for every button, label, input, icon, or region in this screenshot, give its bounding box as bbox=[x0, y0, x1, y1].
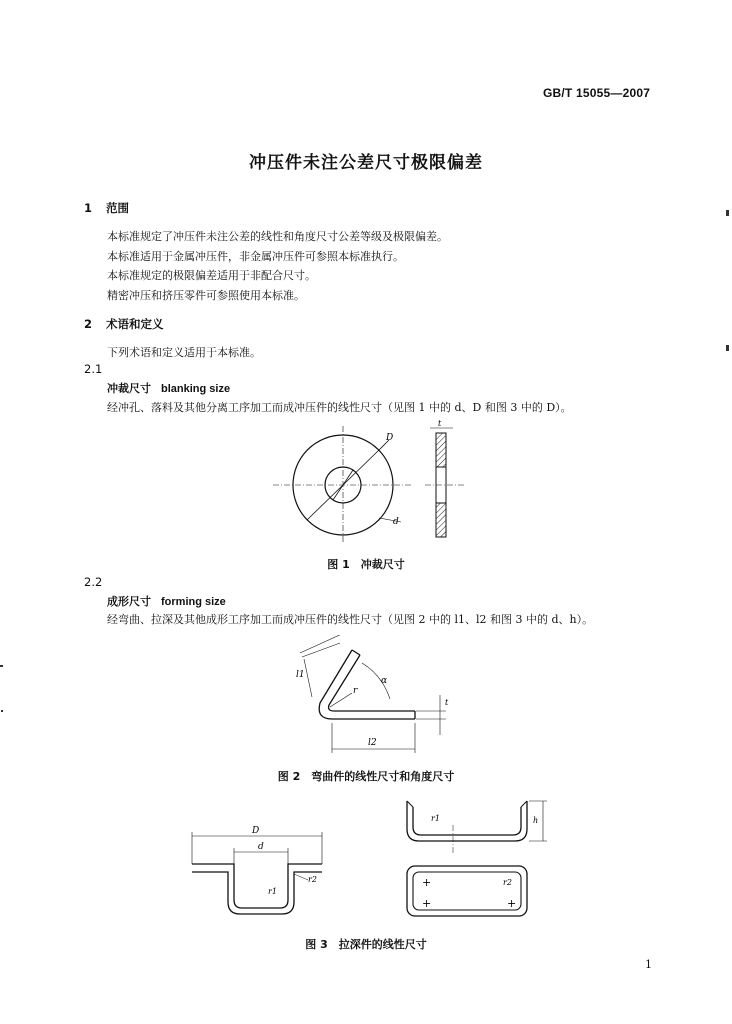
label-d: d bbox=[393, 517, 399, 527]
term-en: forming size bbox=[161, 596, 226, 608]
blanking-size-definition: 经冲孔、落料及其他分离工序加工而成冲压件的线性尺寸（见图 1 中的 d、D 和图 3 中的 D）。 bbox=[107, 401, 572, 414]
term-en: blanking size bbox=[161, 383, 231, 395]
page-number: 1 bbox=[645, 958, 652, 971]
section-lower-hatch bbox=[436, 503, 446, 537]
forming-size-definition: 经弯曲、拉深及其他成形工序加工而成冲压件的线性尺寸（见图 2 中的 l1、l2 和图 3 中的 d、h）。 bbox=[107, 613, 594, 626]
term-forming-size bbox=[107, 593, 226, 609]
figure-2-caption: 图 2 弯曲件的线性尺寸和角度尺寸 bbox=[277, 770, 455, 783]
label-r1: r1 bbox=[268, 887, 277, 896]
svg-text:+: + bbox=[507, 897, 517, 910]
svg-text:+: + bbox=[422, 897, 432, 910]
section-number: 1 bbox=[84, 201, 93, 215]
scope-paragraph-1: 本标准规定了冲压件未注公差的线性和角度尺寸公差等级及极限偏差。 bbox=[107, 230, 448, 243]
label-r2: r2 bbox=[308, 875, 317, 884]
section-number: 2 bbox=[84, 317, 93, 331]
label-l1: l1 bbox=[296, 670, 305, 680]
section-2-heading bbox=[84, 316, 164, 332]
term-cn: 成形尺寸 bbox=[107, 595, 151, 608]
clause-2-1-number: 2.1 bbox=[84, 362, 103, 376]
label-r2: r2 bbox=[503, 878, 512, 887]
clause-2-2-number: 2.2 bbox=[84, 575, 103, 589]
figure-3-plan-view bbox=[405, 862, 535, 922]
label-d: d bbox=[258, 842, 264, 852]
label-r: r bbox=[353, 686, 358, 696]
label-D: D bbox=[386, 433, 394, 443]
scope-paragraph-2: 本标准适用于金属冲压件，非金属冲压件可参照本标准执行。 bbox=[107, 250, 404, 263]
section-title: 范围 bbox=[106, 201, 129, 215]
label-D: D bbox=[252, 826, 260, 836]
figure-3-caption: 图 3 拉深件的线性尺寸 bbox=[305, 938, 427, 951]
scan-mark bbox=[1, 710, 3, 712]
terms-intro: 下列术语和定义适用于本标准。 bbox=[107, 346, 261, 359]
term-blanking-size bbox=[107, 380, 230, 396]
scope-paragraph-3: 本标准规定的极限偏差适用于非配合尺寸。 bbox=[107, 269, 316, 282]
standard-number: GB/T 15055—2007 bbox=[543, 86, 651, 100]
label-h: h bbox=[533, 816, 539, 825]
label-l2: l2 bbox=[368, 738, 377, 748]
figure-3-section-view bbox=[405, 795, 555, 855]
figure-3-drawn-part bbox=[190, 822, 325, 922]
drawn-part-inner bbox=[192, 864, 322, 908]
scan-mark bbox=[726, 345, 729, 351]
scope-paragraph-4: 精密冲压和挤压零件可参照使用本标准。 bbox=[107, 289, 305, 302]
bent-part-outer bbox=[319, 650, 415, 719]
term-cn: 冲裁尺寸 bbox=[107, 382, 151, 395]
label-alpha: α bbox=[381, 676, 388, 686]
scan-mark bbox=[726, 210, 729, 216]
bent-part-inner bbox=[329, 655, 415, 711]
figure-1-caption: 图 1 冲裁尺寸 bbox=[327, 558, 405, 571]
section-upper-hatch bbox=[436, 433, 446, 467]
section-1-heading bbox=[84, 200, 129, 216]
label-t: t bbox=[445, 698, 449, 707]
cup-inner bbox=[413, 807, 521, 835]
label-r1: r1 bbox=[431, 814, 440, 823]
figure-1-drawing bbox=[265, 418, 480, 548]
document-title: 冲压件未注公差尺寸极限偏差 bbox=[249, 153, 483, 173]
svg-text:+: + bbox=[422, 876, 432, 889]
figure-2-drawing bbox=[290, 635, 465, 760]
label-t: t bbox=[438, 419, 442, 428]
section-title: 术语和定义 bbox=[106, 317, 164, 331]
scan-mark bbox=[0, 665, 3, 667]
